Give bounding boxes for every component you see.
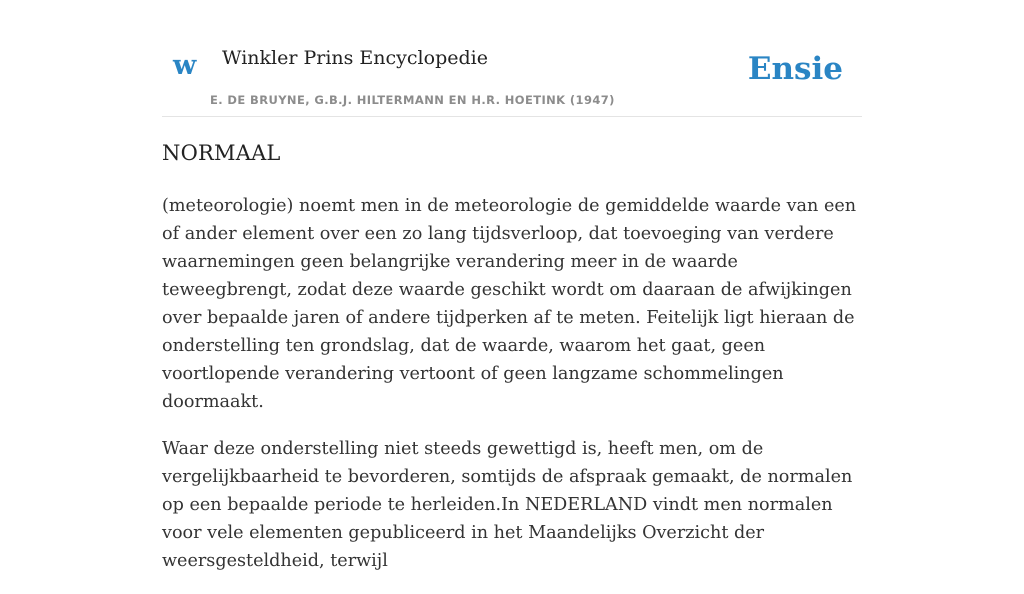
ensie-logo[interactable]: Ensie <box>747 51 843 87</box>
page <box>162 0 862 571</box>
encyclopedia-title: Winkler Prins Encyclopedie <box>222 47 488 69</box>
entry-content <box>162 192 868 594</box>
header <box>162 0 862 117</box>
encyclopedia-authors: E. DE BRUYNE, G.B.J. HILTERMANN EN H.R. HOETINK (1947) <box>210 93 615 107</box>
entry-title: NORMAAL <box>162 141 281 165</box>
entry-paragraph: Waar deze onderstelling niet steeds gewettigd is, heeft men, om de vergelijkbaarheid te bevorderen, somtijds de afspraak gemaakt, de normalen op een bepaalde periode te herleiden.In NEDERLAND vindt men normalen voor vele elementen gepubliceerd in het Maandelijks Overzicht der weersgesteldheid, terwijl <box>162 439 853 571</box>
winkler-prins-logo[interactable]: w <box>173 50 197 81</box>
entry-paragraph: (meteorologie) noemt men in de meteorologie de gemiddelde waarde van een of ander element over een zo lang tijdsverloop, dat toevoeging van verdere waarnemingen geen belangrijke verandering meer in de waarde teweegbrengt, zodat deze waarde geschikt wordt om daaraan de afwijkingen over bepaalde jaren of andere tijdperken af te meten. Feitelijk ligt hieraan de onderstelling ten grondslag, dat de waarde, waarom het gaat, geen voortlopende verandering vertoont of geen langzame schommelingen doormaakt. <box>162 196 857 412</box>
